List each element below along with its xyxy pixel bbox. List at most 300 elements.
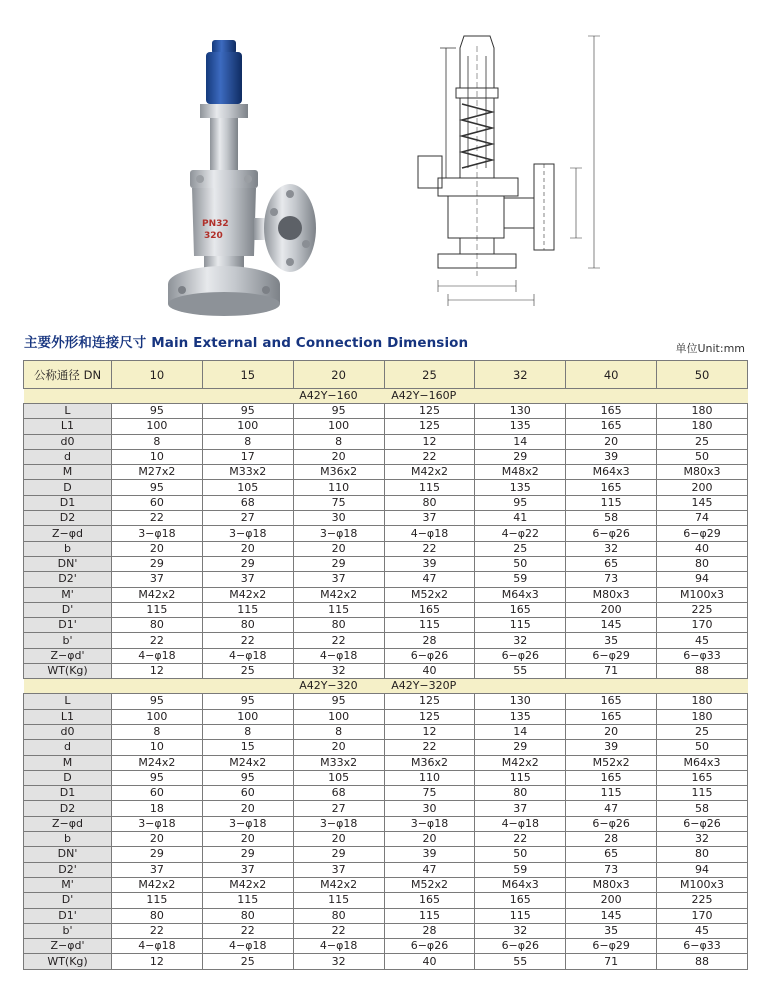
- table-cell: 94: [657, 572, 748, 587]
- table-cell: M24x2: [112, 755, 203, 770]
- table-cell: M33x2: [202, 465, 293, 480]
- table-cell: M36x2: [384, 755, 475, 770]
- table-cell: 32: [566, 541, 657, 556]
- table-row: [24, 755, 748, 770]
- header-dn-40: 40: [566, 361, 657, 389]
- table-cell: 100: [202, 419, 293, 434]
- table-cell: 20: [293, 832, 384, 847]
- table-cell: M42x2: [384, 465, 475, 480]
- table-cell: 4−φ18: [112, 939, 203, 954]
- table-cell: M42x2: [475, 755, 566, 770]
- table-cell: 115: [202, 893, 293, 908]
- table-cell: 47: [384, 572, 475, 587]
- table-cell: M52x2: [384, 877, 475, 892]
- table-cell: 68: [293, 786, 384, 801]
- model-name-variant: A42Y−320P: [391, 679, 457, 693]
- height-dimension: [588, 36, 600, 268]
- table-cell: 115: [293, 893, 384, 908]
- width-dimension: [438, 280, 516, 292]
- table-cell: 50: [475, 847, 566, 862]
- table-row: [24, 556, 748, 571]
- table-cell: 4−φ18: [293, 648, 384, 663]
- table-cell: 40: [384, 954, 475, 969]
- table-cell: 6−φ33: [657, 939, 748, 954]
- table-cell: 115: [475, 770, 566, 785]
- table-cell: 165: [566, 709, 657, 724]
- table-cell: 12: [384, 724, 475, 739]
- table-row: [24, 939, 748, 954]
- table-row: [24, 709, 748, 724]
- model-name-standard: A42Y−160: [299, 389, 358, 402]
- header-dn-32: 32: [475, 361, 566, 389]
- table-cell: 8: [293, 434, 384, 449]
- table-cell: 100: [112, 709, 203, 724]
- table-cell: 71: [566, 664, 657, 679]
- table-cell: 14: [475, 434, 566, 449]
- table-cell: 165: [384, 893, 475, 908]
- table-cell: 39: [384, 847, 475, 862]
- row-label: b': [24, 633, 112, 648]
- table-cell: 28: [384, 633, 475, 648]
- table-cell: 58: [657, 801, 748, 816]
- table-cell: 10: [112, 449, 203, 464]
- table-cell: 37: [202, 572, 293, 587]
- table-cell: 200: [566, 893, 657, 908]
- table-cell: 95: [202, 770, 293, 785]
- table-cell: 165: [566, 404, 657, 419]
- row-label: D: [24, 770, 112, 785]
- table-cell: 59: [475, 572, 566, 587]
- table-cell: 22: [112, 511, 203, 526]
- table-cell: 28: [566, 832, 657, 847]
- table-cell: 88: [657, 664, 748, 679]
- row-label: d0: [24, 434, 112, 449]
- row-label: D2': [24, 862, 112, 877]
- table-cell: 165: [657, 770, 748, 785]
- table-cell: 60: [112, 786, 203, 801]
- table-cell: 6−φ26: [384, 648, 475, 663]
- table-cell: 95: [475, 495, 566, 510]
- table-cell: 17: [202, 449, 293, 464]
- table-cell: 80: [112, 908, 203, 923]
- table-row: [24, 877, 748, 892]
- table-cell: 71: [566, 954, 657, 969]
- table-cell: M80x3: [566, 877, 657, 892]
- table-cell: 37: [202, 862, 293, 877]
- row-label: b': [24, 923, 112, 938]
- table-row: [24, 664, 748, 679]
- table-cell: 22: [112, 633, 203, 648]
- table-cell: 94: [657, 862, 748, 877]
- table-row: [24, 511, 748, 526]
- table-row: [24, 770, 748, 785]
- table-cell: 65: [566, 847, 657, 862]
- table-cell: 20: [566, 434, 657, 449]
- table-cell: 75: [293, 495, 384, 510]
- table-row: [24, 908, 748, 923]
- row-label: d: [24, 449, 112, 464]
- table-cell: 73: [566, 572, 657, 587]
- table-cell: 20: [112, 541, 203, 556]
- table-cell: 88: [657, 954, 748, 969]
- row-label: L: [24, 404, 112, 419]
- table-cell: 8: [202, 434, 293, 449]
- table-cell: 80: [657, 847, 748, 862]
- table-cell: 39: [566, 740, 657, 755]
- table-cell: 32: [475, 633, 566, 648]
- table-cell: 12: [112, 954, 203, 969]
- row-label: D1': [24, 908, 112, 923]
- valve-section-drawing: [408, 28, 618, 320]
- table-cell: 20: [202, 541, 293, 556]
- table-cell: 170: [657, 618, 748, 633]
- table-cell: 22: [384, 449, 475, 464]
- table-cell: 55: [475, 664, 566, 679]
- table-cell: M64x3: [475, 587, 566, 602]
- table-cell: 6−φ29: [566, 939, 657, 954]
- table-cell: 165: [566, 480, 657, 495]
- table-cell: 8: [112, 724, 203, 739]
- table-cell: 80: [657, 556, 748, 571]
- table-cell: 135: [475, 419, 566, 434]
- table-cell: 3−φ18: [112, 816, 203, 831]
- table-cell: 25: [202, 954, 293, 969]
- table-cell: 115: [384, 480, 475, 495]
- table-cell: 4−φ18: [112, 648, 203, 663]
- table-cell: 68: [202, 495, 293, 510]
- table-cell: 3−φ18: [112, 526, 203, 541]
- table-cell: 25: [657, 434, 748, 449]
- table-cell: 105: [202, 480, 293, 495]
- row-label: WT(Kg): [24, 954, 112, 969]
- table-cell: 4−φ18: [293, 939, 384, 954]
- header-dn-25: 25: [384, 361, 475, 389]
- table-row: [24, 434, 748, 449]
- table-cell: 74: [657, 511, 748, 526]
- valve-cap: [206, 52, 242, 104]
- table-cell: 95: [293, 694, 384, 709]
- table-cell: 115: [112, 893, 203, 908]
- table-cell: 75: [384, 786, 475, 801]
- table-cell: M42x2: [293, 877, 384, 892]
- nameplate-text-top: PN32: [202, 219, 229, 229]
- table-cell: 39: [384, 556, 475, 571]
- table-cell: M64x3: [566, 465, 657, 480]
- model-names: [293, 389, 566, 404]
- bonnet-ring: [200, 104, 248, 118]
- table-cell: 29: [293, 847, 384, 862]
- table-row: [24, 404, 748, 419]
- table-cell: 200: [657, 480, 748, 495]
- table-cell: 80: [384, 495, 475, 510]
- table-cell: 100: [202, 709, 293, 724]
- table-cell: 73: [566, 862, 657, 877]
- table-cell: 55: [475, 954, 566, 969]
- table-row: [24, 862, 748, 877]
- table-row: [24, 587, 748, 602]
- row-label: D: [24, 480, 112, 495]
- table-cell: M52x2: [566, 755, 657, 770]
- table-cell: 50: [657, 740, 748, 755]
- table-cell: 6−φ26: [566, 526, 657, 541]
- table-cell: M52x2: [384, 587, 475, 602]
- table-row: [24, 541, 748, 556]
- table-row: [24, 618, 748, 633]
- table-cell: 3−φ18: [384, 816, 475, 831]
- table-cell: 6−φ26: [475, 939, 566, 954]
- table-cell: 95: [112, 694, 203, 709]
- table-row: [24, 419, 748, 434]
- row-label: D1': [24, 618, 112, 633]
- table-cell: 110: [293, 480, 384, 495]
- table-cell: 32: [293, 954, 384, 969]
- table-cell: 80: [293, 618, 384, 633]
- table-cell: 20: [384, 832, 475, 847]
- table-cell: 6−φ33: [657, 648, 748, 663]
- table-row: [24, 847, 748, 862]
- row-label: D1: [24, 786, 112, 801]
- table-cell: 95: [293, 404, 384, 419]
- table-cell: 95: [202, 694, 293, 709]
- model-name-variant: A42Y−160P: [391, 389, 457, 402]
- table-cell: 95: [112, 404, 203, 419]
- table-cell: M42x2: [202, 587, 293, 602]
- row-label: D2': [24, 572, 112, 587]
- table-cell: 6−φ26: [384, 939, 475, 954]
- table-cell: 115: [657, 786, 748, 801]
- table-cell: 25: [475, 541, 566, 556]
- table-cell: 145: [566, 908, 657, 923]
- table-cell: 29: [202, 556, 293, 571]
- table-cell: 58: [566, 511, 657, 526]
- table-cell: M36x2: [293, 465, 384, 480]
- table-cell: 20: [202, 801, 293, 816]
- table-cell: 29: [112, 556, 203, 571]
- table-cell: 100: [293, 709, 384, 724]
- row-label: M': [24, 587, 112, 602]
- model-row: [24, 389, 748, 404]
- table-row: [24, 495, 748, 510]
- table-cell: 22: [475, 832, 566, 847]
- table-row: [24, 633, 748, 648]
- table-cell: 8: [202, 724, 293, 739]
- table-cell: 25: [202, 664, 293, 679]
- table-cell: 125: [384, 404, 475, 419]
- table-cell: 22: [202, 633, 293, 648]
- table-row: [24, 740, 748, 755]
- table-cell: 180: [657, 709, 748, 724]
- table-cell: 22: [293, 923, 384, 938]
- table-cell: 20: [112, 832, 203, 847]
- table-cell: 37: [293, 572, 384, 587]
- row-label: M': [24, 877, 112, 892]
- cap-top: [212, 40, 236, 54]
- row-label: DN': [24, 556, 112, 571]
- table-cell: 29: [475, 740, 566, 755]
- table-cell: 110: [384, 770, 475, 785]
- table-cell: 95: [112, 480, 203, 495]
- table-cell: 125: [384, 709, 475, 724]
- model-name-standard: A42Y−320: [299, 679, 358, 693]
- table-row: [24, 449, 748, 464]
- row-label: L1: [24, 709, 112, 724]
- table-cell: 30: [293, 511, 384, 526]
- table-cell: 135: [475, 709, 566, 724]
- table-cell: 145: [566, 618, 657, 633]
- table-cell: 20: [293, 541, 384, 556]
- table-cell: 95: [202, 404, 293, 419]
- table-cell: 4−φ18: [202, 648, 293, 663]
- table-cell: M64x3: [657, 755, 748, 770]
- row-label: D2: [24, 511, 112, 526]
- table-cell: 135: [475, 480, 566, 495]
- table-cell: 14: [475, 724, 566, 739]
- table-cell: M33x2: [293, 755, 384, 770]
- table-cell: 29: [112, 847, 203, 862]
- table-row: [24, 832, 748, 847]
- table-cell: 18: [112, 801, 203, 816]
- table-cell: 37: [475, 801, 566, 816]
- table-cell: 130: [475, 404, 566, 419]
- table-cell: M42x2: [112, 587, 203, 602]
- table-cell: 32: [293, 664, 384, 679]
- table-cell: 22: [384, 740, 475, 755]
- table-cell: 6−φ26: [566, 816, 657, 831]
- table-cell: 32: [475, 923, 566, 938]
- row-label: DN': [24, 847, 112, 862]
- table-cell: 225: [657, 893, 748, 908]
- table-cell: 6−φ29: [657, 526, 748, 541]
- table-row: [24, 954, 748, 969]
- row-label: L1: [24, 419, 112, 434]
- table-cell: 115: [293, 602, 384, 617]
- table-cell: 12: [112, 664, 203, 679]
- table-cell: 80: [202, 908, 293, 923]
- row-label: D2: [24, 801, 112, 816]
- table-cell: 20: [293, 740, 384, 755]
- table-cell: M48x2: [475, 465, 566, 480]
- table-cell: 8: [293, 724, 384, 739]
- row-label: D': [24, 602, 112, 617]
- table-cell: 45: [657, 633, 748, 648]
- table-cell: 180: [657, 694, 748, 709]
- table-cell: 115: [475, 908, 566, 923]
- table-cell: M24x2: [202, 755, 293, 770]
- dimension-table: [23, 360, 748, 970]
- row-label: Z−φd': [24, 648, 112, 663]
- row-label: M: [24, 755, 112, 770]
- table-cell: 100: [293, 419, 384, 434]
- table-cell: 37: [112, 862, 203, 877]
- table-row: [24, 893, 748, 908]
- table-cell: 50: [657, 449, 748, 464]
- table-cell: 165: [566, 770, 657, 785]
- table-cell: 80: [293, 908, 384, 923]
- table-cell: 3−φ18: [293, 526, 384, 541]
- table-cell: 100: [112, 419, 203, 434]
- table-cell: 115: [112, 602, 203, 617]
- table-cell: 40: [384, 664, 475, 679]
- row-label: D1: [24, 495, 112, 510]
- bonnet: [210, 118, 238, 172]
- table-cell: 6−φ26: [657, 816, 748, 831]
- model-row: [24, 679, 748, 694]
- table-cell: 180: [657, 404, 748, 419]
- table-cell: 20: [566, 724, 657, 739]
- table-row: [24, 816, 748, 831]
- table-cell: M27x2: [112, 465, 203, 480]
- table-cell: 22: [202, 923, 293, 938]
- table-cell: 29: [202, 847, 293, 862]
- table-cell: 37: [112, 572, 203, 587]
- table-row: [24, 480, 748, 495]
- table-cell: M42x2: [293, 587, 384, 602]
- table-cell: 45: [657, 923, 748, 938]
- row-label: Z−φd: [24, 526, 112, 541]
- table-cell: 65: [566, 556, 657, 571]
- table-cell: M100x3: [657, 877, 748, 892]
- model-names: [293, 679, 566, 694]
- table-cell: 165: [475, 893, 566, 908]
- table-cell: 80: [475, 786, 566, 801]
- table-cell: 30: [384, 801, 475, 816]
- table-cell: 6−φ26: [475, 648, 566, 663]
- table-cell: 105: [293, 770, 384, 785]
- header-dn-15: 15: [202, 361, 293, 389]
- table-cell: 115: [475, 618, 566, 633]
- table-cell: M42x2: [112, 877, 203, 892]
- table-cell: 165: [566, 419, 657, 434]
- table-cell: 50: [475, 556, 566, 571]
- table-cell: 3−φ18: [202, 526, 293, 541]
- table-cell: 3−φ18: [293, 816, 384, 831]
- row-label: d: [24, 740, 112, 755]
- table-cell: 39: [566, 449, 657, 464]
- table-cell: 47: [566, 801, 657, 816]
- table-cell: 22: [384, 541, 475, 556]
- table-cell: 225: [657, 602, 748, 617]
- table-cell: 115: [566, 495, 657, 510]
- table-cell: 145: [657, 495, 748, 510]
- table-cell: 35: [566, 923, 657, 938]
- table-cell: 25: [657, 724, 748, 739]
- table-header-row: [24, 361, 748, 389]
- table-cell: 4−φ18: [384, 526, 475, 541]
- table-cell: 80: [112, 618, 203, 633]
- table-cell: M80x3: [657, 465, 748, 480]
- table-cell: 95: [112, 770, 203, 785]
- table-cell: M80x3: [566, 587, 657, 602]
- table-cell: 200: [566, 602, 657, 617]
- table-cell: 4−φ18: [475, 816, 566, 831]
- table-row: [24, 724, 748, 739]
- table-cell: 20: [293, 449, 384, 464]
- table-cell: 29: [475, 449, 566, 464]
- table-cell: 20: [202, 832, 293, 847]
- table-cell: 22: [112, 923, 203, 938]
- row-label: Z−φd: [24, 816, 112, 831]
- section-title: 主要外形和连接尺寸 Main External and Connection Dimension: [24, 335, 469, 351]
- row-label: b: [24, 832, 112, 847]
- table-cell: 37: [293, 862, 384, 877]
- table-cell: M64x3: [475, 877, 566, 892]
- table-cell: M42x2: [202, 877, 293, 892]
- table-cell: 28: [384, 923, 475, 938]
- table-cell: 47: [384, 862, 475, 877]
- table-cell: 115: [384, 908, 475, 923]
- table-cell: 4−φ22: [475, 526, 566, 541]
- header-dn-label: 公称通径 DN: [24, 361, 112, 389]
